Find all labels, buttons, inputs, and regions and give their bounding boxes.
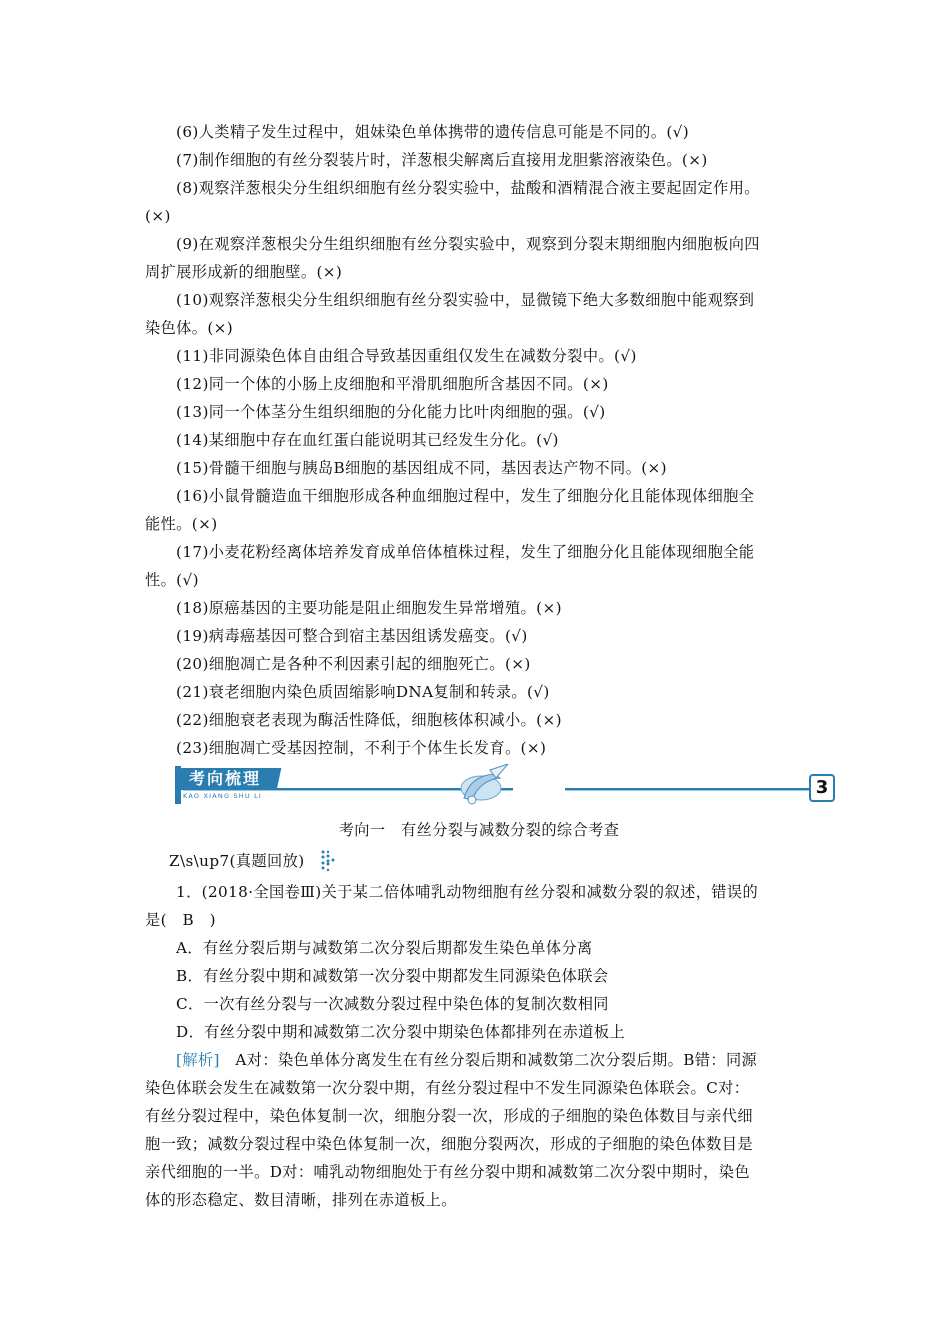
statement-line: (23)细胞凋亡受基因控制，不利于个体生长发育。(×): [176, 739, 547, 757]
statement-line: (11)非同源染色体自由组合导致基因重组仅发生在减数分裂中。(√): [176, 347, 637, 365]
analysis-block: [145, 1074, 813, 1214]
answer-option: A．有丝分裂后期与减数第二次分裂后期都发生染色单体分离: [176, 939, 593, 957]
analysis-first-line: [145, 1046, 813, 1074]
statement-line: (12)同一个体的小肠上皮细胞和平滑肌细胞所含基因不同。(×): [176, 375, 609, 393]
statement-line: (16)小鼠骨髓造血干细胞形成各种血细胞过程中，发生了细胞分化且能体现体细胞全: [176, 487, 755, 505]
statement-line: (22)细胞衰老表现为酶活性降低，细胞核体积减小。(×): [176, 711, 562, 729]
statement-line: (8)观察洋葱根尖分生组织细胞有丝分裂实验中，盐酸和酒精混合液主要起固定作用。: [176, 179, 760, 197]
banner-badge: [179, 768, 281, 802]
statement-line: (14)某细胞中存在血红蛋白能说明其已经发生分化。(√): [176, 431, 559, 449]
statement-line: (19)病毒癌基因可整合到宿主基因组诱发癌变。(√): [176, 627, 528, 645]
scroll-quill-icon: [450, 764, 512, 810]
analysis-line: 有丝分裂过程中，染色体复制一次，细胞分裂一次，形成的子细胞的染色体数目与亲代细: [145, 1107, 753, 1125]
section-banner: [145, 764, 829, 814]
answer-option: B．有丝分裂中期和减数第一次分裂中期都发生同源染色体联会: [176, 967, 609, 985]
statement-continuation: 能性。(×): [145, 515, 218, 533]
statement-line: (18)原癌基因的主要功能是阻止细胞发生异常增殖。(×): [176, 599, 562, 617]
statement-continuation: 周扩展形成新的细胞壁。(×): [145, 263, 343, 281]
statement-line: (21)衰老细胞内染色质固缩影响DNA复制和转录。(√): [176, 683, 550, 701]
field-code-line: [145, 844, 813, 878]
true-false-list: [145, 118, 813, 762]
question-stem-line: 1．(2018·全国卷Ⅲ)关于某二倍体哺乳动物细胞有丝分裂和减数分裂的叙述，错误的: [176, 883, 759, 901]
section-number-badge: 3: [809, 774, 835, 802]
statement-line: (6)人类精子发生过程中，姐妹染色单体携带的遗传信息可能是不同的。(√): [176, 123, 690, 141]
analysis-line: 体的形态稳定、数目清晰，排列在赤道板上。: [145, 1191, 457, 1209]
banner-rule-right: [565, 788, 813, 791]
statement-line: (7)制作细胞的有丝分裂装片时，洋葱根尖解离后直接用龙胆紫溶液染色。(×): [176, 151, 708, 169]
analysis-tag: [解析]: [176, 1051, 220, 1069]
statement-line: (17)小麦花粉经离体培养发育成单倍体植株过程，发生了细胞分化且能体现细胞全能: [176, 543, 755, 561]
analysis-line: 染色体联会发生在减数第一次分裂中期，有丝分裂过程中不发生同源染色体联会。C对：: [145, 1079, 750, 1097]
analysis-first-text: A对：染色单体分离发生在有丝分裂后期和减数第二次分裂后期。B错：同源: [219, 1051, 758, 1069]
statement-line: (13)同一个体茎分生组织细胞的分化能力比叶肉细胞的强。(√): [176, 403, 606, 421]
chevrons-down-icon: [320, 849, 340, 875]
answer-option: C．一次有丝分裂与一次减数分裂过程中染色体的复制次数相同: [176, 995, 609, 1013]
statement-line: (9)在观察洋葱根尖分生组织细胞有丝分裂实验中，观察到分裂末期细胞内细胞板向四: [176, 235, 760, 253]
statement-line: (15)骨髓干细胞与胰岛B细胞的基因组成不同，基因表达产物不同。(×): [176, 459, 667, 477]
analysis-line: 亲代细胞的一半。D对：哺乳动物细胞处于有丝分裂中期和减数第二次分裂中期时，染色: [145, 1163, 750, 1181]
section-heading: 考向一 有丝分裂与减数分裂的综合考查: [338, 821, 620, 839]
question-block: [145, 878, 813, 1046]
field-code-text: Z\s\up7(真题回放): [169, 852, 305, 870]
statement-continuation: 性。(√): [145, 571, 199, 589]
statement-line: (20)细胞凋亡是各种不利因素引起的细胞死亡。(×): [176, 655, 531, 673]
analysis-line: 胞一致；减数分裂过程中染色体复制一次，细胞分裂两次，形成的子细胞的染色体数目是: [145, 1135, 753, 1153]
statement-continuation: 染色体。(×): [145, 319, 234, 337]
content-column: [145, 118, 829, 1214]
statement-continuation: (×): [145, 207, 171, 225]
statement-line: (10)观察洋葱根尖分生组织细胞有丝分裂实验中，显微镜下绝大多数细胞中能观察到: [176, 291, 755, 309]
banner-title: 考向梳理: [189, 769, 262, 788]
question-stem-line: 是( B ): [145, 911, 216, 929]
answer-option: D．有丝分裂中期和减数第二次分裂中期染色体都排列在赤道板上: [176, 1023, 626, 1041]
banner-pinyin: KAO XIANG SHU LI: [183, 792, 263, 800]
